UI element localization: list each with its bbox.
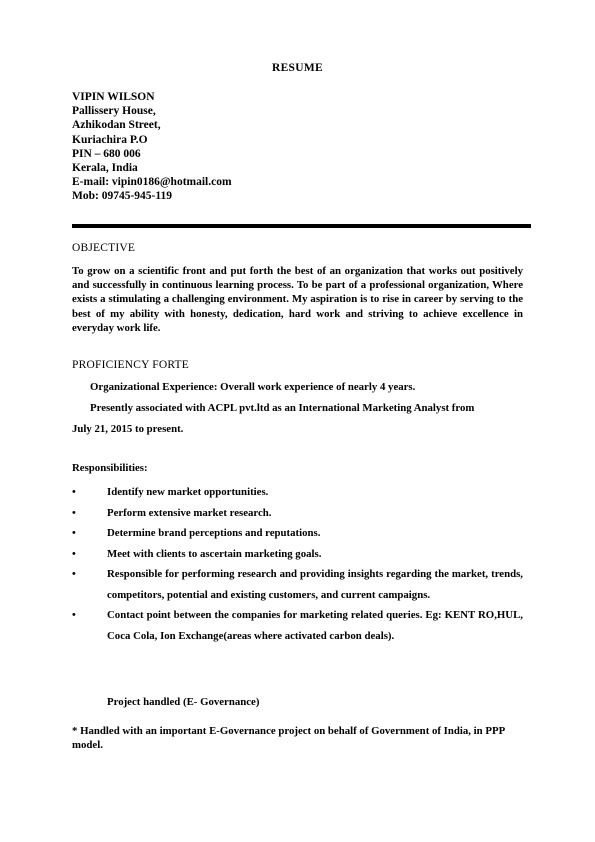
list-item-text: Contact point between the companies for marketing related queries. Eg: KENT RO,HUL, Coca Cola, Ion Exchange(areas where activated carbon deals). (107, 609, 523, 642)
address-line: Kuriachira P.O (72, 133, 148, 146)
bullet-icon: • (72, 527, 76, 539)
project-note: * Handled with an important E-Governance project on behalf of Government of India, in PPP model. (72, 725, 505, 752)
responsibilities-list (72, 482, 523, 646)
address-line: Pallissery House, (72, 105, 156, 118)
current-position-text: Presently associated with ACPL pvt.ltd as an International Marketing Analyst from (90, 402, 475, 414)
list-item (72, 544, 523, 565)
bullet-icon: • (72, 568, 76, 580)
bullet-icon: • (72, 486, 76, 498)
responsibilities-heading: Responsibilities: (72, 462, 148, 474)
proficiency-heading: PROFICIENCY FORTE (72, 359, 189, 371)
address-line: Azhikodan Street, (72, 119, 161, 132)
section-divider (72, 224, 531, 228)
mobile-text: Mob: 09745-945-119 (72, 190, 172, 203)
list-item-text: Identify new market opportunities. (107, 486, 269, 498)
list-item-text: Determine brand perceptions and reputations. (107, 527, 321, 539)
experience-text: Organizational Experience: Overall work experience of nearly 4 years. (90, 381, 416, 393)
list-item (72, 503, 523, 524)
project-heading: Project handled (E- Governance) (107, 696, 260, 708)
list-item-text: Perform extensive market research. (107, 506, 272, 519)
contact-block (72, 90, 232, 204)
address-line: Kerala, India (72, 162, 138, 175)
list-item-text: Meet with clients to ascertain marketing goals. (107, 547, 322, 560)
list-item (72, 523, 523, 544)
bullet-icon: • (72, 506, 76, 519)
email-text: E-mail: vipin0186@hotmail.com (72, 176, 232, 189)
list-item (72, 482, 523, 503)
current-position-text-cont: July 21, 2015 to present. (72, 423, 184, 435)
document-title: RESUME (271, 62, 323, 74)
list-item (72, 605, 523, 646)
candidate-name: VIPIN WILSON (72, 91, 155, 103)
list-item-text: Responsible for performing research and providing insights regarding the market, trends, competitors, potential and existing customers, and current campaigns. (107, 568, 523, 601)
bullet-icon: • (72, 609, 76, 621)
list-item (72, 564, 523, 605)
objective-text: To grow on a scientific front and put forth the best of an organization that works out positively and successfully in continuous learning process. To be part of a professional organization, Where exists a stimulating a challenging environment. My aspiration is to rise in career by serving to the best of my ability with honesty, dedication, hard work and striving to achieve excellence in everyday work life. (72, 265, 523, 334)
address-line: PIN – 680 006 (72, 147, 141, 160)
objective-heading: OBJECTIVE (72, 242, 136, 254)
bullet-icon: • (72, 547, 76, 560)
